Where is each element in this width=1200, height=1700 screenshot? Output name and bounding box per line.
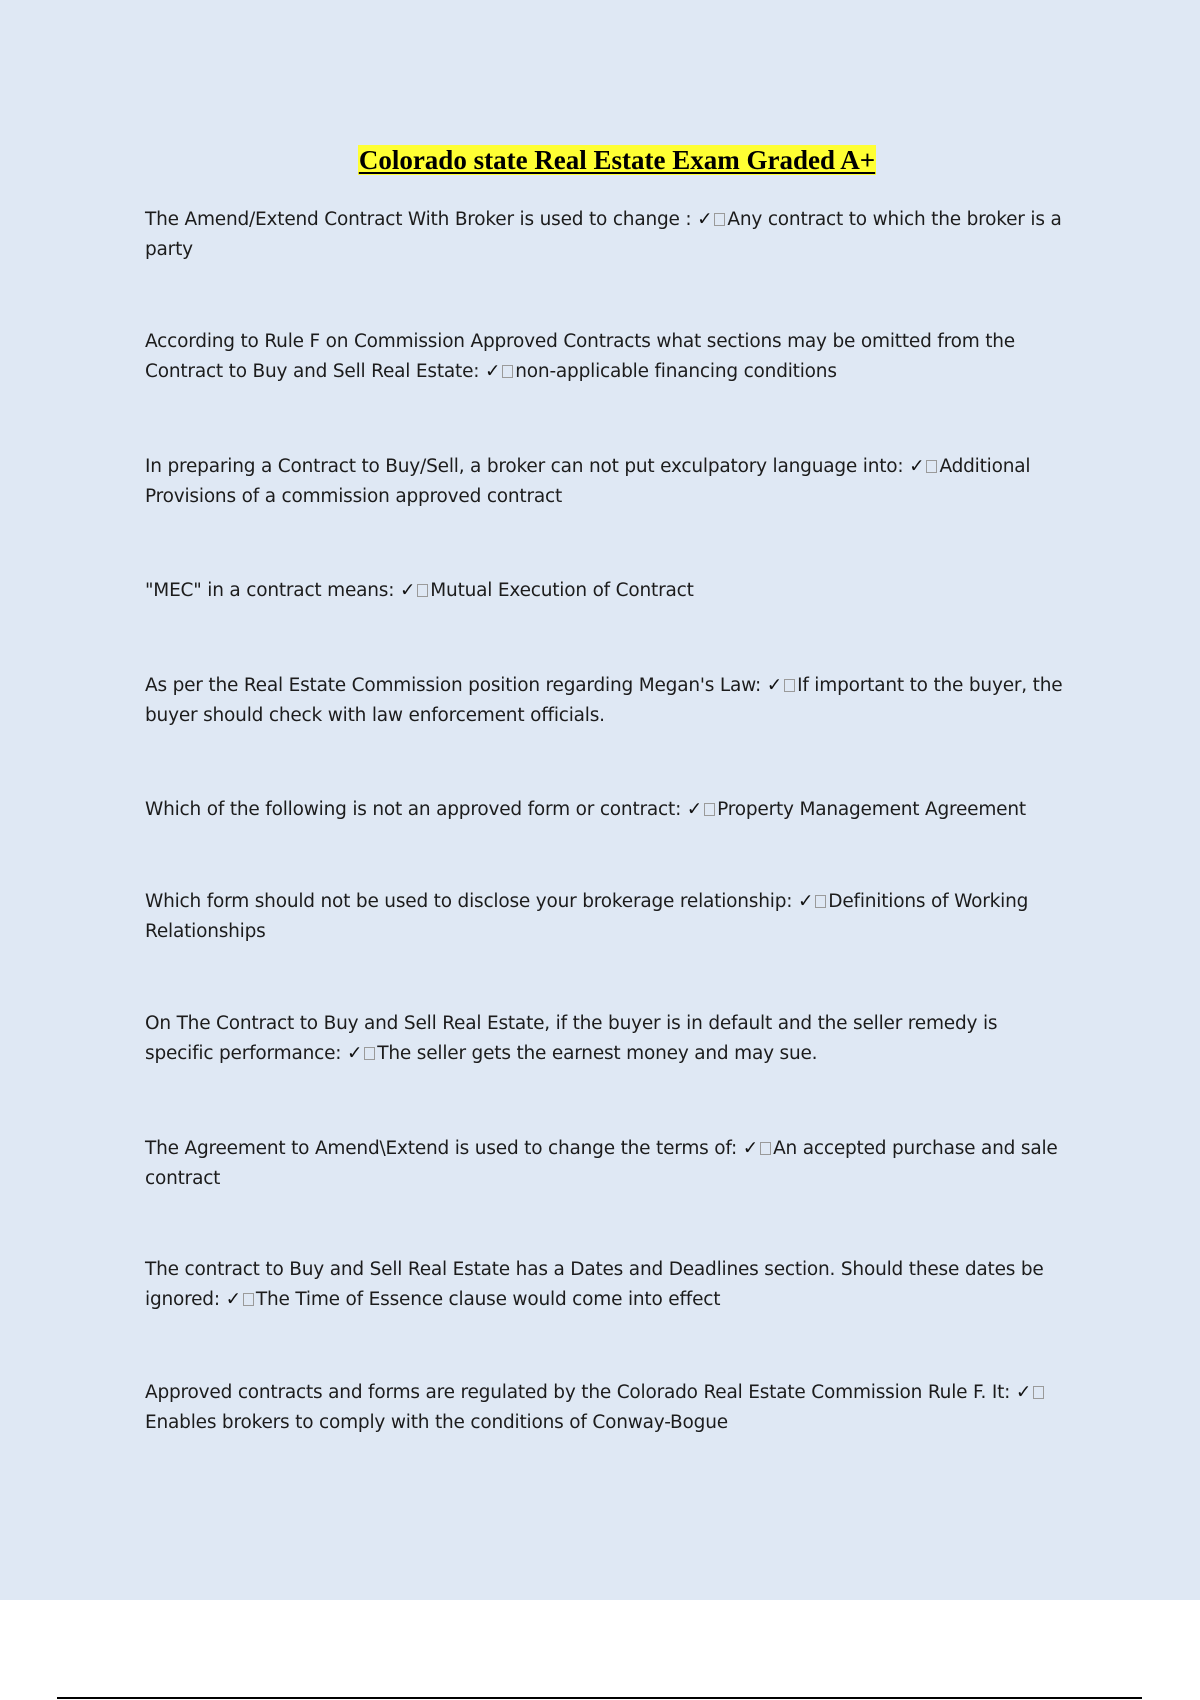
answer-text: Enables brokers to comply with the conditions of Conway-Bogue xyxy=(145,1412,728,1433)
answer-text: The Time of Essence clause would come into effect xyxy=(255,1289,721,1310)
qa-item-7 xyxy=(145,887,1065,947)
question-text: As per the Real Estate Commission position regarding Megan's Law: xyxy=(145,675,767,696)
qa-item-6 xyxy=(145,795,1065,825)
question-text: The Agreement to Amend\Extend is used to change the terms of: xyxy=(145,1138,743,1159)
qa-item-10 xyxy=(145,1255,1065,1315)
empty-box-icon xyxy=(502,365,513,378)
qa-item-8 xyxy=(145,1009,1065,1069)
empty-box-icon xyxy=(417,584,428,597)
check-icon: ✓ xyxy=(484,361,501,382)
answer-text: If important to the buyer, the buyer should check with law enforcement officials. xyxy=(145,675,1063,726)
question-text: Which form should not be used to disclose your brokerage relationship: xyxy=(145,891,798,912)
question-text: Approved contracts and forms are regulated by the Colorado Real Estate Commission Rule F. It: xyxy=(145,1382,1016,1403)
answer-text: An accepted purchase and sale contract xyxy=(145,1138,1058,1189)
qa-item-1 xyxy=(145,205,1065,265)
question-text: In preparing a Contract to Buy/Sell, a broker can not put exculpatory language into: xyxy=(145,456,910,477)
check-icon: ✓ xyxy=(742,1138,759,1159)
empty-box-icon xyxy=(714,213,725,226)
check-icon: ✓ xyxy=(797,891,814,912)
document-title xyxy=(0,143,1200,177)
answer-text: The seller gets the earnest money and may sue. xyxy=(377,1043,818,1064)
qa-item-9 xyxy=(145,1134,1065,1194)
qa-item-3 xyxy=(145,452,1065,512)
question-text: According to Rule F on Commission Approved Contracts what sections may be omitted from the Contract to Buy and Sell Real Estate: xyxy=(145,331,1015,382)
empty-box-icon xyxy=(243,1293,254,1306)
answer-text: Additional Provisions of a commission approved contract xyxy=(145,456,1031,507)
qa-item-4 xyxy=(145,576,1065,606)
question-text: "MEC" in a contract means: xyxy=(145,580,400,601)
empty-box-icon xyxy=(760,1142,771,1155)
question-text: The Amend/Extend Contract With Broker is used to change : xyxy=(145,209,698,230)
document-title-text: Colorado state Real Estate Exam Graded A+ xyxy=(358,145,876,175)
check-icon: ✓ xyxy=(1015,1382,1032,1403)
answer-text: non-applicable financing conditions xyxy=(515,361,837,382)
answer-text: Property Management Agreement xyxy=(717,799,1026,820)
footer-divider xyxy=(57,1697,1142,1699)
empty-box-icon xyxy=(364,1047,375,1060)
check-icon: ✓ xyxy=(346,1043,363,1064)
answer-text: Any contract to which the broker is a party xyxy=(145,209,1062,260)
check-icon: ✓ xyxy=(697,209,713,230)
question-text: On The Contract to Buy and Sell Real Estate, if the buyer is in default and the seller remedy is specific performance: xyxy=(145,1013,998,1064)
qa-item-2 xyxy=(145,327,1065,387)
empty-box-icon xyxy=(704,803,715,816)
empty-box-icon xyxy=(784,679,795,692)
empty-box-icon xyxy=(815,895,826,908)
answer-text: Definitions of Working Relationships xyxy=(145,891,1029,942)
empty-box-icon xyxy=(1033,1386,1044,1399)
qa-item-5 xyxy=(145,671,1065,731)
check-icon: ✓ xyxy=(766,675,783,696)
question-text: The contract to Buy and Sell Real Estate has a Dates and Deadlines section. Should these dates be ignored: xyxy=(145,1259,1044,1310)
check-icon: ✓ xyxy=(686,799,703,820)
check-icon: ✓ xyxy=(909,456,925,477)
question-text: Which of the following is not an approved form or contract: xyxy=(145,799,687,820)
check-icon: ✓ xyxy=(225,1289,241,1310)
empty-box-icon xyxy=(926,460,937,473)
answer-text: Mutual Execution of Contract xyxy=(430,580,694,601)
check-icon: ✓ xyxy=(399,580,416,601)
qa-item-11 xyxy=(145,1378,1065,1438)
